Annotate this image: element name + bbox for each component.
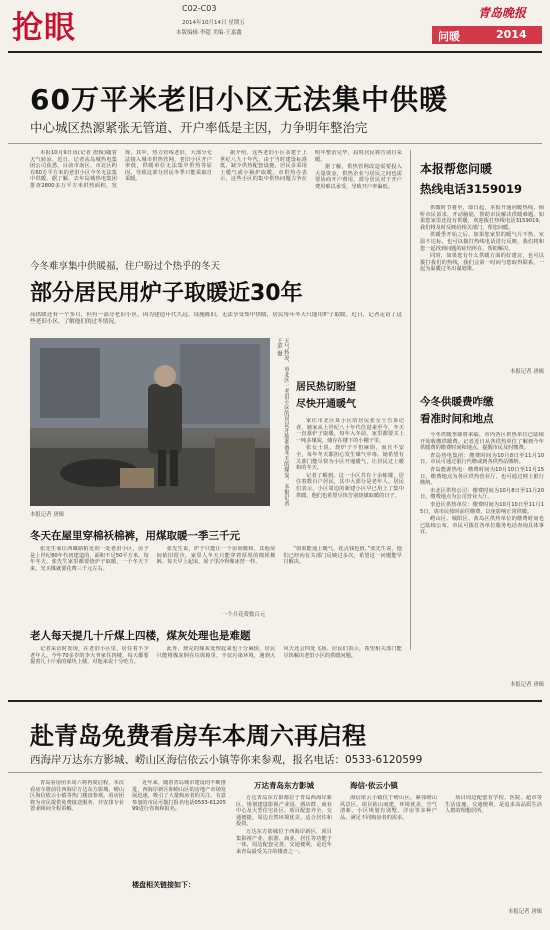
sidebar-headline-1: 居民热切盼望 bbox=[296, 382, 356, 393]
masthead-logo: 抢眼 bbox=[12, 10, 76, 46]
issue-date: 2014年10月14日 星期五 bbox=[182, 20, 245, 26]
lead-paragraph: 据了解，供热管网改造需要投入大量资金，供热企业与居民之间也需要协商开户费用，部分居民对于开户费用难以承受，导致开户率偏低。 bbox=[315, 164, 402, 190]
event-col3-title: 万达青岛东方影城 bbox=[254, 781, 314, 790]
event-col2 bbox=[132, 880, 226, 890]
masthead bbox=[0, 0, 550, 68]
policy-byline: 本报记者 唐辑 bbox=[509, 682, 544, 688]
section2-note: 一个月花费数百元 bbox=[222, 612, 266, 618]
sidebar-paragraph: 记者了解到，这一小区共有十余栋楼，居住着数百户居民，其中大部分是老年人。居民们表示，小区周边的新建小区早已用上了集中供暖，他们也希望尽快告别烧煤取暖的日子。 bbox=[296, 472, 404, 499]
event-col4 bbox=[340, 780, 542, 920]
event-top-rule bbox=[8, 700, 542, 702]
editor-credit: 本版编辑·李超 美编·王嘉鑫 bbox=[176, 30, 242, 36]
event-links-title: 楼盘相关链接如下： bbox=[132, 881, 195, 889]
hotline-number: 热线电话3159019 bbox=[420, 182, 523, 196]
photo-credit: 本报记者 唐辑 bbox=[30, 512, 65, 518]
sidebar-paragraph: 家住市北区某小区的居民张女士告诉记者，她家从上世纪八十年代住进来至今，冬天一直靠炉子取暖，每年入冬前，家里都要买上一吨多煤炭，储存在楼下的小棚子里。 bbox=[296, 418, 404, 444]
policy-paragraph: 今冬供暖季即将来临，市内各区供热单位已陆续开始收缴供暖费。记者近日从各供热单位了解到今年供暖费的缴费时间和地点，提醒市民及时缴费。 bbox=[420, 432, 544, 452]
lead-paragraph: 据介绍，这些老旧小区多建于上世纪八九十年代，由于当时建设标准低，缺少供热配套设施，居民多采用土暖气或小锅炉取暖。市供热办表示，这些小区的集中供热问题力争在明年整治完毕，届时居民将告别自采暖。 bbox=[220, 150, 402, 183]
event-col4-title: 海信·依云小镇 bbox=[350, 781, 398, 790]
feature-photo bbox=[30, 338, 270, 506]
sidebar-paragraph: 张女士说，烧炉子不但麻烦，而且不安全，每年冬天都担心发生煤气中毒。她希望有关部门能尽快为小区开通暖气，让居民过上暖和的冬天。 bbox=[296, 445, 404, 472]
lead-paragraph: 本报10月9日讯(记者 唐辑)随着天气转凉，近日，记者从岛城热电集团公司获悉，目前市南区、市北区约有60万平方米的老旧小区今冬无法集中供暖。据了解，去年岛城热电集团排查2800多万平方米供热面积，发现，其中，热力管线老旧，大部分无法接入城市供热管网，老旧小区开户率低，供暖单位无法集中供热等原因，导致这部分居民冬季只能采取自采暖。 bbox=[30, 150, 212, 189]
event-headline: 赴青岛免费看房车本周六再启程 bbox=[30, 722, 366, 750]
event-paragraph: 近年来，随着青岛城市建设的不断推进，西海岸新区和崂山区的房地产市场发展迅速，吸引了大量购房者的关注。有意参加的市民可拨打报名电话0533-6120599进行咨询和报名。 bbox=[132, 780, 226, 813]
event-byline: 本报记者 唐辑 bbox=[507, 909, 542, 915]
policy-paragraph: 青岛能源热电：缴费时间为10月10日至11月15日，缴费地点为各区供热营业厅，也可通过网上银行缴纳。 bbox=[420, 466, 544, 487]
sidebar-headline-2: 尽快开通暖气 bbox=[296, 399, 356, 410]
section-label: 问暖 bbox=[438, 30, 460, 43]
policy-paragraph: 崂山区、城阳区、黄岛区供热单位的缴费时间也已陆续公布，市民可拨打各单位服务电话查询具体事宜。 bbox=[420, 516, 544, 536]
page-number: C02-C03 bbox=[182, 4, 217, 13]
section2-paragraph: 张先生家住西藏路附近的一处老旧小区，房子是上世纪80年代初建造的，面积不足50平方米。每年冬天，张先生家里都要烧炉子取暖，一个冬天下来，光买煤就要花费三千元左右。 bbox=[30, 546, 149, 572]
section-year: 2014 bbox=[496, 28, 527, 41]
lead-headline: 60万平米老旧小区无法集中供暖 bbox=[30, 83, 448, 116]
photo-vertical-caption: 天气转凉，市北区一老旧小区的居民开始准备冬天的煤炭。本报记者 王滨 摄 bbox=[276, 338, 289, 506]
hotline-paragraph: 供暖时节将至，即日起，本报开通问暖热线，倾听市民诉求，开动脑筋，帮助市民解决供暖难题。如果您家里还没有供暖，欢迎拨打热线电话3159019，我们将及时反映给相关部门，帮您问暖。 bbox=[420, 205, 544, 231]
hotline-box bbox=[420, 160, 544, 388]
policy-headline-2: 看准时间和地点 bbox=[420, 413, 494, 425]
section3-paragraph: 此外，烧完的煤灰处理起来也十分麻烦，居民只能将煤灰倒在垃圾箱里，不仅污染环境，遇到大风天还会四处飞扬。居民们表示，希望相关部门能尽快解决老旧小区的供暖问题。 bbox=[156, 646, 402, 659]
section2-headline: 冬天在屋里穿棉袄棉裤，用煤取暖一季三千元 bbox=[30, 530, 240, 542]
lead-body bbox=[30, 150, 402, 242]
hotline-title: 本报帮您问暖 bbox=[420, 162, 493, 176]
policy-box bbox=[420, 394, 544, 690]
event-col4-paragraph: 项目周边配套有学校、医院、超市等生活设施，交通便利，是追求高品质生活人群的理想居所。 bbox=[445, 795, 542, 815]
feature-kicker: 今冬难享集中供暖福，住户盼过个热乎的冬天 bbox=[30, 261, 221, 272]
event-col3 bbox=[236, 780, 332, 920]
section3-body bbox=[30, 646, 402, 688]
section2-paragraph: “如果能通上暖气，花点钱也值。”张先生说，他们已经向有关部门反映过多次，希望这一问题能早日解决。 bbox=[283, 546, 402, 566]
lead-subhead: 中心城区热源紧张无管道、开户率低是主因，力争明年整治完 bbox=[30, 120, 368, 135]
feature-headline: 部分居民用炉子取暖近30年 bbox=[30, 281, 303, 306]
event-col1 bbox=[30, 780, 226, 920]
hotline-paragraph: 同时，如果您有什么供暖方面的好建议，也可以拨打我们的热线，我们会第一时间与您取得联系，一起为温暖过冬出谋划策。 bbox=[420, 253, 544, 273]
masthead-rule bbox=[8, 51, 542, 53]
event-subhead: 西海岸万达东方影城、崂山区海信依云小镇等你来参观，报名电话：0533-6120599 bbox=[30, 754, 423, 766]
feature-intro: 高供暖还有一个多月，但有一部分老旧小区，因为建造年代久远、设施陈旧，无法享受集中供暖，居民每年冬天只能用炉子取暖。近日，记者走访了这些老旧小区，了解他们的过冬情况。 bbox=[30, 312, 402, 325]
lead-rule bbox=[8, 143, 542, 144]
policy-headline-1: 今冬供暖费咋缴 bbox=[420, 396, 494, 408]
policy-paragraph: 市北区供热公司：缴费时间为10月8日至11月20日，缴费地点为公司营业大厅。 bbox=[420, 487, 544, 501]
section-tab bbox=[432, 26, 542, 44]
hotline-paragraph: 供暖季开始之后，如果您家里的暖气片不热、室温不达标，也可以拨打热线电话进行反映，我们将和您一起找到问题的症结所在，帮助解决。 bbox=[420, 232, 544, 252]
event-col3-body bbox=[236, 795, 332, 915]
event-paragraph: 青岛看房团本周六将再度启程，本次看房车将前往西海岸万达东方影城、崂山区海信依云小镇等热门楼盘参观。看房团将为市民提供免费接送服务，并安排专业置业顾问全程讲解。 bbox=[30, 780, 124, 813]
policy-body bbox=[420, 432, 544, 680]
policy-paragraph: 青岛热电集团：缴费时间为10月8日至11月10日，市民可通过银行代缴或到各供热站缴纳。 bbox=[420, 452, 544, 466]
event-col4-body bbox=[340, 795, 542, 907]
section3-headline: 老人每天提几十斤煤上四楼，煤灰处理也是难题 bbox=[30, 630, 251, 642]
section2-paragraph: 张先生说，炉子只能让一个房间暖和，其他房间依旧很冷，家里人冬天只能穿着厚厚的棉袄棉裤。每天早上起床，屋子里冷得像冰窖一样。 bbox=[156, 546, 276, 566]
hotline-byline: 本报记者 唐辑 bbox=[509, 369, 544, 375]
event-col3-paragraph: 万达青岛东方影都位于青岛西海岸新区，规划建设影视产业园、酒店群、商业中心及大型住宅社区，项目配套齐全，交通便捷，周边自然环境优美，适合居住和投资。 bbox=[236, 795, 332, 828]
photo-illustration bbox=[30, 338, 270, 506]
hotline-body bbox=[420, 205, 544, 365]
event-col2-paragraph: 万达东方影城位于西海岸新区，项目集影视产业、旅游、商业、居住等功能于一体，周边配套完善，交通便利，是近年来青岛最受关注的楼盘之一。 bbox=[236, 828, 332, 855]
event-rule bbox=[8, 772, 542, 773]
right-column-divider bbox=[410, 150, 411, 650]
section2-body bbox=[30, 546, 402, 606]
event-col4-paragraph: 海信依云小镇位于崂山区，紧邻崂山风景区，项目依山而建，环境优美，空气清新。小区规划有别墅、洋房等多种产品，满足不同购房者的需求。 bbox=[340, 795, 437, 821]
paper-name: 青岛晚报 bbox=[478, 6, 527, 20]
section3-paragraph: 记者采访时发现，在老旧小区里，居住着不少老年人。今年70多岁的李大爷家住四楼，每天都要提着几十斤重的煤块上楼，对他来说十分吃力。 bbox=[30, 646, 149, 666]
policy-paragraph: 李沧区供热单位：缴费时间为10月10日至11月15日，请市民按时前往缴费，以免影响正常供暖。 bbox=[420, 501, 544, 515]
